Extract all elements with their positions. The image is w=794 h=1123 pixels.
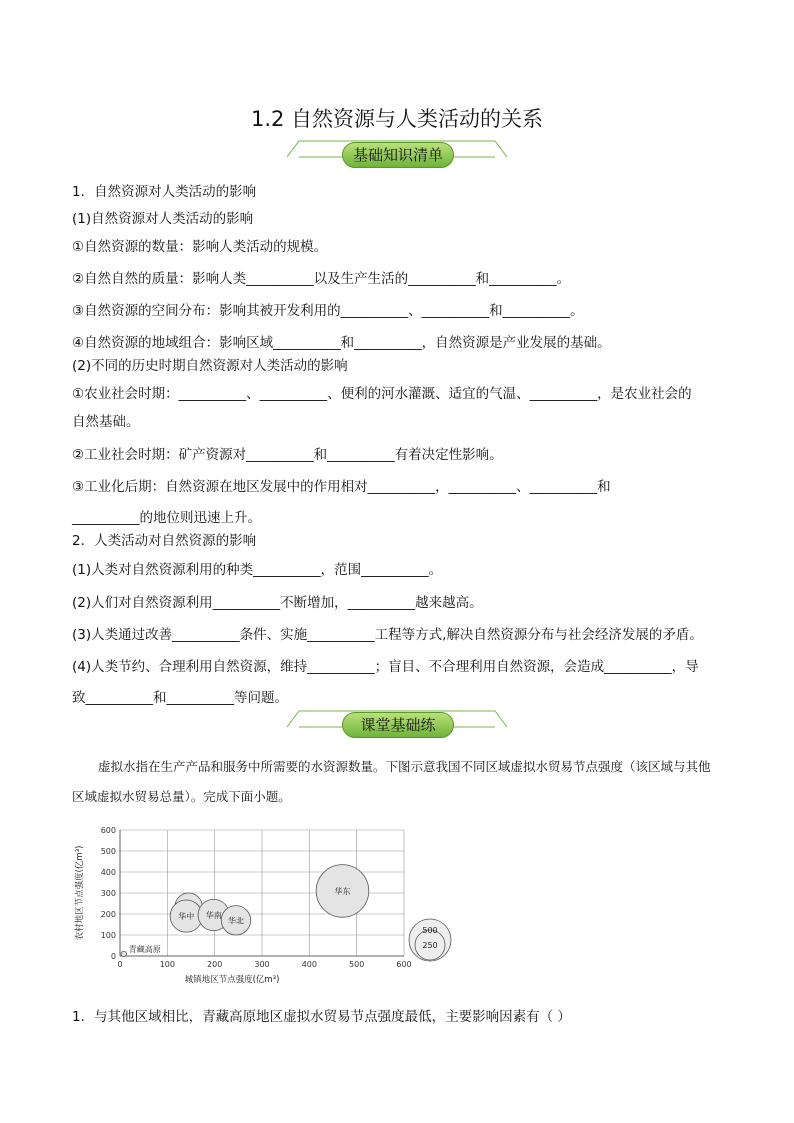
banner-label: 基础知识清单: [342, 142, 454, 168]
text-line: ①自然资源的数量：影响人类活动的规模。: [72, 239, 328, 255]
text-line: ③自然资源的空间分布：影响其被开发利用的__________、__________和__________。: [72, 303, 584, 319]
section-banner-basics: [287, 140, 507, 170]
question-1: 1．与其他区域相比，青藏高原地区虚拟水贸易节点强度最低，主要影响因素有（ ）: [72, 1009, 571, 1025]
text-line: 致__________和__________等问题。: [72, 690, 288, 706]
y-tick-label: 300: [100, 889, 116, 898]
text-line: 自然基础。: [72, 414, 140, 430]
text-line: ②自然自然的质量：影响人类__________以及生产生活的__________和__________。: [72, 271, 571, 287]
text-line: (3)人类通过改善__________条件、实施__________工程等方式,解决自然资源分布与社会经济发展的矛盾。: [72, 627, 703, 643]
text-line: ③工业化后期：自然资源在地区发展中的作用相对__________，__________、__________和: [72, 479, 611, 495]
y-tick-label: 600: [100, 826, 116, 835]
heading-2: 2．人类活动对自然资源的影响: [72, 533, 257, 549]
bubble-label: 华东: [334, 886, 351, 896]
y-tick-label: 500: [100, 847, 116, 856]
y-tick-label: 0: [110, 952, 116, 961]
section-banner-practice: [287, 710, 507, 740]
banner-label: 课堂基础练: [342, 712, 454, 738]
y-axis-title: 农村地区节点强度(亿m³): [75, 845, 85, 941]
size-legend-label: 250: [422, 941, 438, 950]
y-tick-label: 200: [100, 910, 116, 919]
text-line: ④自然资源的地域组合：影响区域__________和__________，自然资源是产业发展的基础。: [72, 335, 611, 351]
text-line: __________的地位则迅速上升。: [72, 510, 261, 526]
x-tick-label: 600: [396, 960, 412, 969]
x-tick-label: 500: [349, 960, 365, 969]
heading-1: 1．自然资源对人类活动的影响: [72, 184, 257, 200]
text-line: ①农业社会时期：__________、__________、便利的河水灌溉、适宜的气温、__________，是农业社会的: [72, 386, 692, 402]
x-axis-title: 城镇地区节点强度(亿m³): [184, 975, 280, 985]
subheading-1-1: (1)自然资源对人类活动的影响: [72, 211, 254, 227]
bubble: [121, 951, 126, 956]
x-tick-label: 200: [207, 960, 223, 969]
text-line: (2)人们对自然资源利用__________不断增加，__________越来越高。: [72, 595, 483, 611]
page-title: 1.2 自然资源与人类活动的关系: [250, 107, 544, 131]
text-line: (1)人类对自然资源利用的种类__________，范围__________。: [72, 562, 443, 578]
bubble-label: 华南: [205, 911, 222, 921]
bubble-label: 华北: [227, 916, 244, 926]
bubble-label: 华中: [178, 912, 195, 922]
x-tick-label: 100: [159, 960, 175, 969]
question-intro: 虚拟水指在生产产品和服务中所需要的水资源数量。下图示意我国不同区域虚拟水贸易节点强度（该区域与其他区域虚拟水贸易总量）。完成下面小题。: [72, 759, 711, 804]
subheading-1-2: (2)不同的历史时期自然资源对人类活动的影响: [72, 358, 348, 374]
text-line: ②工业社会时期：矿产资源对__________和__________有着决定性影响。: [72, 447, 503, 463]
bubble-label: 青藏高原: [128, 944, 161, 954]
y-tick-label: 100: [100, 931, 116, 940]
text-line: (4)人类节约、合理利用自然资源，维持__________；盲目、不合理利用自然资源，会造成__________，导: [72, 659, 699, 675]
size-legend-label: 500: [422, 926, 438, 935]
x-tick-label: 0: [117, 960, 123, 969]
y-tick-label: 400: [100, 868, 116, 877]
x-tick-label: 300: [254, 960, 270, 969]
x-tick-label: 400: [301, 960, 317, 969]
bubble-chart: [72, 822, 462, 992]
